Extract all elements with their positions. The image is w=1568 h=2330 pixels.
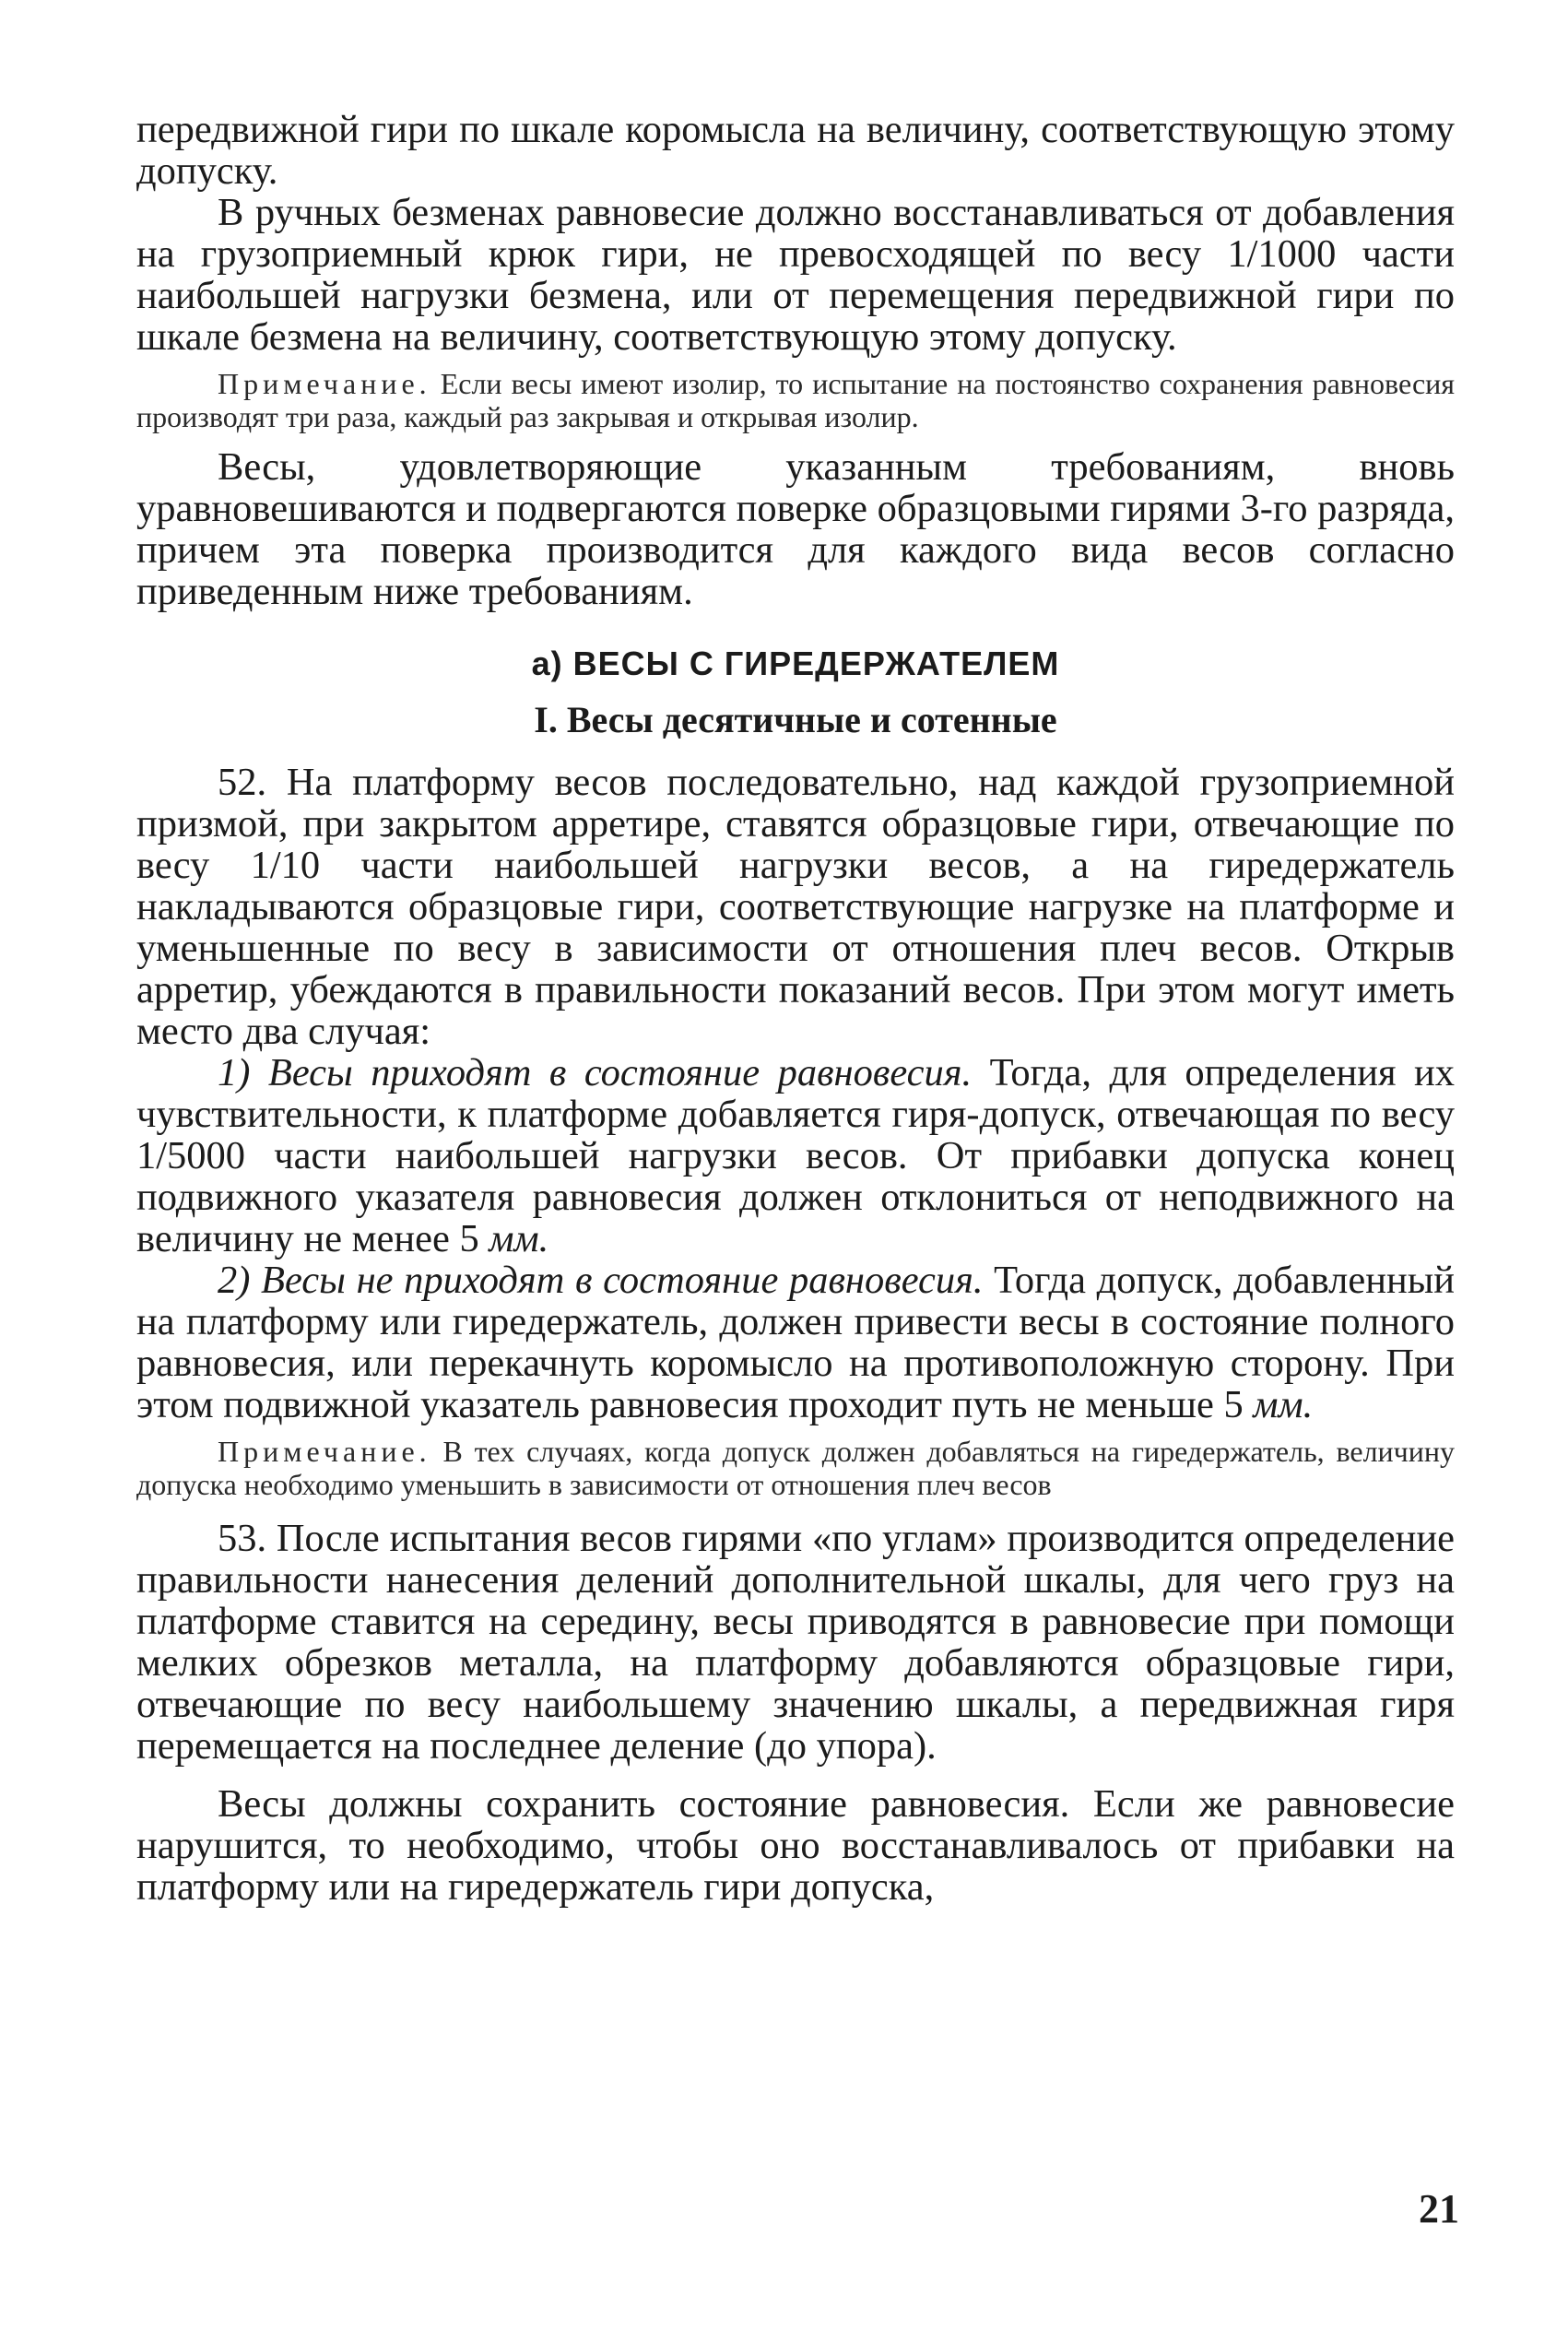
section-heading-a: а) ВЕСЫ С ГИРЕДЕРЖАТЕЛЕМ [531, 645, 1060, 682]
paragraph-continuation: передвижной гири по шкале коромысла на величину, соответствующую этому допуску. [136, 108, 1455, 193]
page-body [136, 109, 1455, 1908]
case-1 [136, 1052, 1455, 1260]
paragraph-52: 52. На платформу весов последовательно, над каждой грузоприемной призмой, при закрытом арретире, ставятся образцовые гири, отвечающие по весу 1/10 части наибольшей нагрузки весов, а на гиредержатель накладываются образцовые гири, соответствующие нагрузке на платформе и уменьшенные по весу в зависимости от отношения плеч весов. Открыв арретир, убеждаются в правильности показаний весов. При этом могут иметь место два случая: [136, 761, 1455, 1053]
case-2-text: Тогда допуск, добавленный на платформу или гиредержатель, должен привести весы в состояние полного равновесия, или перекачнуть коромысло на противоположную сторону. При этом подвижной указатель равновесия проходит путь не меньше 5 [136, 1259, 1455, 1426]
paragraph-bezmen: В ручных безменах равновесие должно восстанавливаться от добавления на грузоприемный крюк гири, не превосходящей по весу 1/1000 части наибольшей нагрузки безмена, или от перемещения передвижной гири по шкале безмена на величину, соответствующую этому допуску. [136, 191, 1455, 359]
note-girederzhatel [136, 1435, 1455, 1501]
note-label: Примечание. [218, 367, 431, 400]
case-1-text: Тогда, для определения их чувствительности, к платформе добавляется гиря-допуск, отвечающая по весу 1/5000 части наибольшей нагрузки весов. От прибавки допуска конец подвижного указателя равновесия должен отклониться от неподвижного на величину не менее 5 [136, 1051, 1455, 1260]
page-number: 21 [1419, 2186, 1459, 2231]
case-2-lead: 2) Весы не приходят в состояние равновесия. [218, 1259, 984, 1302]
paragraph-end: Весы должны сохранить состояние равновесия. Если же равновесие нарушится, то необходимо, чтобы оно восстанавливалось от прибавки на платформу или на гиредержатель гири допуска, [136, 1782, 1455, 1909]
section-heading-1: I. Весы десятичные и сотенные [534, 699, 1057, 740]
paragraph-vesy: Весы, удовлетворяющие указанным требованиям, вновь уравновешиваются и подвергаются поверке образцовыми гирями 3-го разряда, причем эта поверка производится для каждого вида весов согласно приведенным ниже требованиям. [136, 445, 1455, 613]
note-izolir [136, 367, 1455, 433]
case-1-lead: 1) Весы приходят в состояние равновесия. [218, 1051, 973, 1094]
case-2-unit: мм. [1253, 1383, 1314, 1426]
note-label: Примечание. [218, 1435, 431, 1468]
case-1-unit: мм. [489, 1217, 549, 1260]
paragraph-53: 53. После испытания весов гирями «по углам» производится определение правильности нанесения делений дополнительной шкалы, для чего груз на платформе ставится на середину, весы приводятся в равновесие при помощи мелких обрезков металла, на платформу добавляются образцовые гири, отвечающие по весу наибольшему значению шкалы, а передвижная гиря перемещается на последнее деление (до упора). [136, 1517, 1455, 1768]
note-text: В тех случаях, когда допуск должен добавляться на гиредержатель, величину допуска необходимо уменьшить в зависимости от отношения плеч весов [136, 1435, 1456, 1501]
note-text: Если весы имеют изолир, то испытание на постоянство сохранения равновесия производят три раза, каждый раз закрывая и открывая изолир. [136, 367, 1456, 433]
case-2 [136, 1260, 1455, 1425]
